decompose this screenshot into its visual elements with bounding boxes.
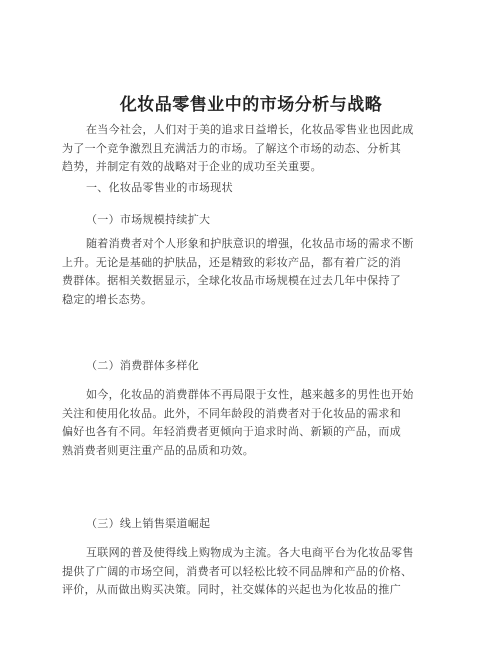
subsection-heading-2: （二）消费群体多样化 (86, 359, 199, 372)
body-line: 偏好也各有不同。年轻消费者更倾向于追求时尚、新颖的产品，而成 (62, 425, 401, 438)
intro-line: 为了一个竞争激烈且充满活力的市场。了解这个市场的动态、分析其 (62, 141, 401, 155)
body-line: 稳定的增长态势。 (62, 292, 153, 306)
body-line: 评价，从而做出购买决策。同时，社交媒体的兴起也为化妆品的推广 (62, 583, 401, 596)
body-line: 如今，化妆品的消费群体不再局限于女性，越来越多的男性也开始 (86, 388, 414, 401)
subsection-1-paragraph (62, 235, 444, 309)
body-line: 费群体。据相关数据显示，全球化妆品市场规模在过去几年中保持了 (62, 274, 401, 287)
subsection-heading-1: （一）市场规模持续扩大 (86, 213, 211, 226)
body-line: 上升。无论是基础的护肤品，还是精致的彩妆产品，都有着广泛的消 (62, 255, 401, 269)
document-title: 化妆品零售业中的市场分析与战略 (119, 95, 383, 115)
body-line: 互联网的普及使得线上购物成为主流。各大电商平台为化妆品零售 (86, 546, 414, 559)
intro-line: 在当今社会，人们对于美的追求日益增长，化妆品零售业也因此成 (86, 123, 414, 136)
subsection-2-paragraph (62, 386, 444, 460)
intro-paragraph (62, 121, 444, 177)
body-line: 提供了广阔的市场空间，消费者可以轻松比较不同品牌和产品的价格、 (62, 564, 413, 578)
section-heading-1: 一、化妆品零售业的市场现状 (86, 181, 233, 194)
subsection-heading-3: （三）线上销售渠道崛起 (86, 517, 211, 530)
intro-line: 趋势，并制定有效的战略对于企业的成功至关重要。 (62, 160, 322, 173)
body-line: 熟消费者则更注重产品的品质和功效。 (62, 443, 255, 457)
body-line: 关注和使用化妆品。此外，不同年龄段的消费者对于化妆品的需求和 (62, 406, 401, 420)
body-line: 随着消费者对个人形象和护肤意识的增强，化妆品市场的需求不断 (86, 237, 414, 250)
subsection-3-paragraph (62, 544, 444, 600)
